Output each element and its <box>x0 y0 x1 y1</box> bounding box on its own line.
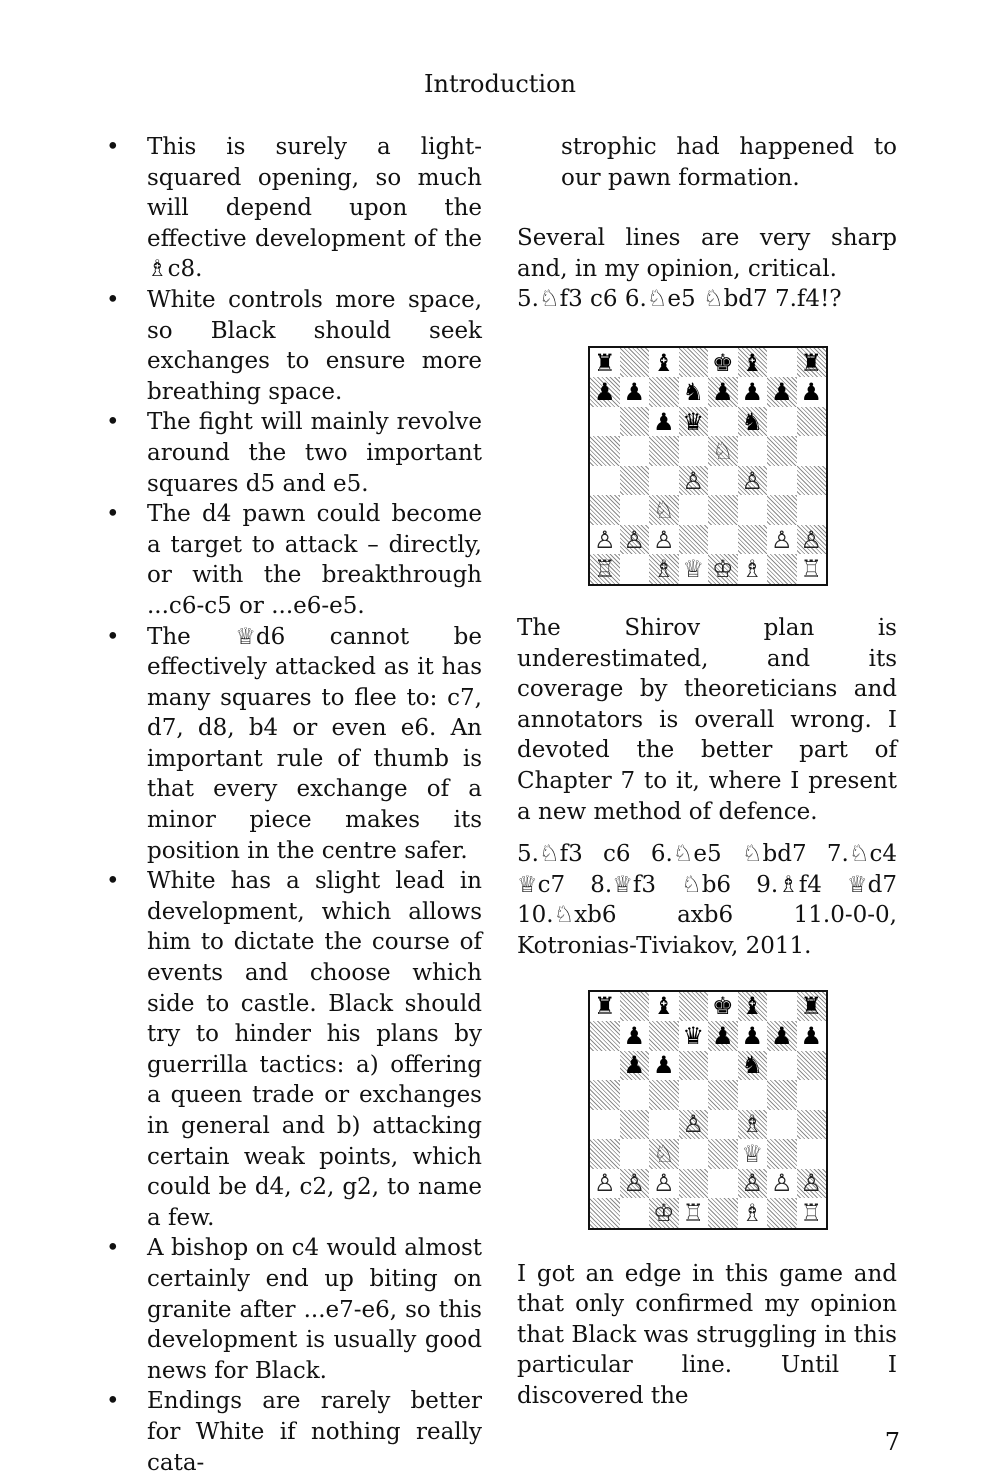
board-square <box>679 1198 709 1228</box>
board-square <box>797 1169 827 1199</box>
white-pawn-icon: ♙ <box>623 525 645 554</box>
board-square <box>767 377 797 407</box>
board-square <box>679 1139 709 1169</box>
board-square <box>738 1021 768 1051</box>
board-square <box>767 1051 797 1081</box>
board-square <box>708 1139 738 1169</box>
bullet-icon: • <box>106 286 120 313</box>
board-square <box>767 436 797 466</box>
board-square <box>738 495 768 525</box>
running-head: Introduction <box>424 70 576 98</box>
white-pawn-icon: ♙ <box>652 525 675 554</box>
board-square <box>620 466 650 496</box>
white-knight-icon: ♘ <box>652 1139 675 1168</box>
board-square <box>590 525 620 555</box>
white-bishop-icon: ♗ <box>741 1110 763 1139</box>
board-square <box>590 1021 620 1051</box>
board-square <box>590 466 620 496</box>
board-square <box>649 1080 679 1110</box>
board-square <box>649 1021 679 1051</box>
bullet-icon: • <box>106 1235 120 1262</box>
board-square <box>738 1139 768 1169</box>
board-square <box>708 495 738 525</box>
black-rook-icon: ♜ <box>800 348 822 377</box>
white-pawn-icon: ♙ <box>741 466 763 495</box>
board-square <box>767 525 797 555</box>
bullet-item <box>106 132 482 285</box>
board-square <box>620 554 650 584</box>
bullet-text: White controls more space, so Black should seek exchanges to ensure more breathing space. <box>147 286 482 405</box>
board-square <box>767 1139 797 1169</box>
board-square <box>738 436 768 466</box>
bullet-text: Endings are rarely better for White if nothing really cata- <box>147 1388 482 1476</box>
board-square <box>620 1169 650 1199</box>
board-square <box>620 525 650 555</box>
paragraph: I got an edge in this game and that only confirmed my opinion that Black was struggling in this particular line. Until I discovered the <box>517 1260 897 1409</box>
board-square <box>708 377 738 407</box>
black-knight-icon: ♞ <box>741 1051 763 1080</box>
board-square <box>620 992 650 1022</box>
black-pawn-icon: ♟ <box>770 1021 793 1050</box>
board-square <box>620 1139 650 1169</box>
board-square <box>620 377 650 407</box>
board-square <box>590 436 620 466</box>
board-square <box>649 348 679 378</box>
board-square <box>797 495 827 525</box>
white-pawn-icon: ♙ <box>682 466 704 495</box>
black-pawn-icon: ♟ <box>800 378 822 407</box>
black-bishop-icon: ♝ <box>652 348 675 377</box>
board-square <box>767 554 797 584</box>
board-square <box>708 554 738 584</box>
board-square <box>767 466 797 496</box>
black-pawn-icon: ♟ <box>593 378 616 407</box>
board-square <box>679 466 709 496</box>
bullet-item <box>106 499 482 621</box>
black-pawn-icon: ♟ <box>623 1051 645 1080</box>
black-bishop-icon: ♝ <box>741 992 763 1021</box>
paragraph: The Shirov plan is underestimated, and its coverage by theoreticians and annotators is overall wrong. I devoted the better part of Chapter 7 to it, where I present a new method of defence. <box>517 614 897 825</box>
board-square <box>679 1021 709 1051</box>
board-square <box>620 436 650 466</box>
board-square <box>649 525 679 555</box>
board-square <box>797 1021 827 1051</box>
board-square <box>767 1021 797 1051</box>
board-square <box>679 348 709 378</box>
board-square <box>620 1021 650 1051</box>
board-square <box>738 1080 768 1110</box>
board-square <box>797 525 827 555</box>
move-sequence: 5.♘f3 c6 6.♘e5 ♘bd7 7.f4!? <box>517 286 842 313</box>
white-knight-icon: ♘ <box>652 496 675 525</box>
board-square <box>620 1198 650 1228</box>
board-square <box>797 554 827 584</box>
board-square <box>738 554 768 584</box>
white-king-icon: ♔ <box>652 1198 675 1227</box>
board-square <box>649 1051 679 1081</box>
board-square <box>738 1051 768 1081</box>
board-square <box>649 1110 679 1140</box>
white-king-icon: ♔ <box>711 555 734 584</box>
white-pawn-icon: ♙ <box>652 1169 675 1198</box>
bullet-item <box>106 1386 482 1478</box>
white-knight-icon: ♘ <box>711 437 734 466</box>
board-square <box>797 1139 827 1169</box>
chess-diagram <box>588 990 828 1230</box>
black-bishop-icon: ♝ <box>652 992 675 1021</box>
board-square <box>679 407 709 437</box>
black-queen-icon: ♛ <box>682 1021 704 1050</box>
black-pawn-icon: ♟ <box>652 1051 675 1080</box>
board-square <box>679 436 709 466</box>
board-square <box>590 407 620 437</box>
white-pawn-icon: ♙ <box>770 1169 793 1198</box>
board-square <box>679 992 709 1022</box>
board-square <box>708 1021 738 1051</box>
board-square <box>590 377 620 407</box>
white-bishop-icon: ♗ <box>652 555 675 584</box>
board-square <box>767 407 797 437</box>
black-king-icon: ♚ <box>711 992 734 1021</box>
bullet-list <box>106 132 482 1478</box>
black-rook-icon: ♜ <box>593 348 616 377</box>
board-square <box>649 554 679 584</box>
white-pawn-icon: ♙ <box>593 1169 616 1198</box>
board-square <box>679 377 709 407</box>
board-square <box>649 495 679 525</box>
board-square <box>738 992 768 1022</box>
black-king-icon: ♚ <box>711 348 734 377</box>
board-square <box>708 466 738 496</box>
board-square <box>767 348 797 378</box>
white-queen-icon: ♕ <box>741 1139 763 1168</box>
white-pawn-icon: ♙ <box>741 1169 763 1198</box>
white-pawn-icon: ♙ <box>593 525 616 554</box>
board-square <box>620 1051 650 1081</box>
bullet-text: The d4 pawn could become a target to attack – directly, or with the breakthrough ...c6-c5 or ...e6-e5. <box>147 501 482 619</box>
board-square <box>620 495 650 525</box>
board-square <box>620 1110 650 1140</box>
black-knight-icon: ♞ <box>741 407 763 436</box>
board-square <box>620 407 650 437</box>
board-square <box>738 348 768 378</box>
board-square <box>767 1169 797 1199</box>
board-square <box>708 348 738 378</box>
board-square <box>679 1169 709 1199</box>
board-square <box>590 1139 620 1169</box>
board-square <box>797 1080 827 1110</box>
board-square <box>649 992 679 1022</box>
board-square <box>797 1051 827 1081</box>
board-square <box>797 466 827 496</box>
bullet-item <box>106 1233 482 1386</box>
board-square <box>738 407 768 437</box>
black-pawn-icon: ♟ <box>741 378 763 407</box>
board-square <box>708 407 738 437</box>
black-rook-icon: ♜ <box>800 992 822 1021</box>
continuation-text: strophic had happened to our pawn formation. <box>561 134 897 191</box>
board-square <box>649 466 679 496</box>
board-square <box>649 377 679 407</box>
white-bishop-icon: ♗ <box>741 555 763 584</box>
board-square <box>679 1051 709 1081</box>
chess-diagram <box>588 346 828 586</box>
board-square <box>649 407 679 437</box>
board-square <box>708 992 738 1022</box>
board-square <box>679 1080 709 1110</box>
white-pawn-icon: ♙ <box>623 1169 645 1198</box>
board-square <box>590 495 620 525</box>
board-square <box>708 1110 738 1140</box>
board-square <box>738 525 768 555</box>
bullet-icon: • <box>106 623 120 650</box>
board-square <box>620 348 650 378</box>
board-square <box>738 1169 768 1199</box>
bullet-text: This is surely a light-squared opening, so much will depend upon the effective development of the ♗c8. <box>147 134 482 283</box>
board-square <box>738 466 768 496</box>
black-pawn-icon: ♟ <box>711 378 734 407</box>
board-square <box>767 1080 797 1110</box>
bullet-icon: • <box>106 1388 120 1415</box>
white-rook-icon: ♖ <box>800 555 822 584</box>
white-pawn-icon: ♙ <box>800 1169 822 1198</box>
left-column <box>106 132 482 1478</box>
board-square <box>738 1110 768 1140</box>
board-square <box>590 554 620 584</box>
board-square <box>797 377 827 407</box>
bullet-text: A bishop on c4 would almost certainly end up biting on granite after ...e7-e6, so this development is usually good news for Black. <box>147 1235 482 1384</box>
board-square <box>620 1080 650 1110</box>
board-square <box>679 525 709 555</box>
black-rook-icon: ♜ <box>593 992 616 1021</box>
bullet-icon: • <box>106 868 120 895</box>
board-square <box>649 436 679 466</box>
board-square <box>708 525 738 555</box>
board-square <box>708 436 738 466</box>
board-square <box>708 1169 738 1199</box>
board-square <box>797 1110 827 1140</box>
page-number: 7 <box>884 1428 900 1456</box>
board-square <box>590 348 620 378</box>
board-square <box>767 992 797 1022</box>
black-pawn-icon: ♟ <box>770 378 793 407</box>
bullet-text: The fight will mainly revolve around the two important squares d5 and e5. <box>147 409 482 497</box>
board-square <box>679 1110 709 1140</box>
bullet-icon: • <box>106 134 120 160</box>
board-square <box>797 436 827 466</box>
board-square <box>590 1198 620 1228</box>
board-square <box>767 1110 797 1140</box>
board-square <box>679 495 709 525</box>
bullet-text: White has a slight lead in development, which allows him to dictate the course of events and choose which side to castle. Black should try to hinder his plans by guerrilla tactics: a) offering a queen trade or exchanges in general and b) attacking certain weak points, which could be d4, c2, g2, to name a few. <box>147 868 482 1231</box>
bullet-icon: • <box>106 501 120 528</box>
board-square <box>649 1169 679 1199</box>
board-square <box>649 1139 679 1169</box>
board-square <box>590 1080 620 1110</box>
right-column <box>517 132 897 1411</box>
board-square <box>797 992 827 1022</box>
black-pawn-icon: ♟ <box>741 1021 763 1050</box>
white-pawn-icon: ♙ <box>682 1110 704 1139</box>
board-square <box>708 1080 738 1110</box>
black-pawn-icon: ♟ <box>623 1021 645 1050</box>
board-square <box>797 1198 827 1228</box>
board-square <box>738 377 768 407</box>
board-square <box>590 1051 620 1081</box>
board-square <box>708 1198 738 1228</box>
white-rook-icon: ♖ <box>682 1198 704 1227</box>
white-bishop-icon: ♗ <box>741 1198 763 1227</box>
white-pawn-icon: ♙ <box>770 525 793 554</box>
bullet-item <box>106 622 482 867</box>
white-rook-icon: ♖ <box>800 1198 822 1227</box>
board-square <box>649 1198 679 1228</box>
board-square <box>767 1198 797 1228</box>
bullet-item <box>106 285 482 407</box>
white-queen-icon: ♕ <box>682 555 704 584</box>
black-bishop-icon: ♝ <box>741 348 763 377</box>
bullet-item <box>106 407 482 499</box>
board-square <box>590 1169 620 1199</box>
board-square <box>797 348 827 378</box>
paragraph: Several lines are very sharp and, in my opinion, critical. <box>517 225 897 282</box>
board-square <box>679 554 709 584</box>
black-knight-icon: ♞ <box>682 378 704 407</box>
board-square <box>708 1051 738 1081</box>
board-square <box>797 407 827 437</box>
bullet-text: The ♕d6 cannot be effectively attacked as it has many squares to flee to: c7, d7, d8, b4 or even e6. An important rule of thumb is that every exchange of a minor piece makes its position in the centre safer. <box>147 623 482 864</box>
black-queen-icon: ♛ <box>682 407 704 436</box>
board-square <box>738 1198 768 1228</box>
black-pawn-icon: ♟ <box>652 407 675 436</box>
black-pawn-icon: ♟ <box>623 378 645 407</box>
black-pawn-icon: ♟ <box>800 1021 822 1050</box>
board-square <box>590 1110 620 1140</box>
white-pawn-icon: ♙ <box>800 525 822 554</box>
black-pawn-icon: ♟ <box>711 1021 734 1050</box>
move-sequence: 5.♘f3 c6 6.♘e5 ♘bd7 7.♘c4 ♕c7 8.♕f3 ♘b6 9.♗f4 ♕d7 10.♘xb6 axb6 11.0-0-0, Kotronias-Tiviakov, 2011. <box>517 841 897 959</box>
board-square <box>590 992 620 1022</box>
bullet-icon: • <box>106 409 120 436</box>
white-rook-icon: ♖ <box>593 555 616 584</box>
bullet-item <box>106 866 482 1233</box>
board-square <box>767 495 797 525</box>
